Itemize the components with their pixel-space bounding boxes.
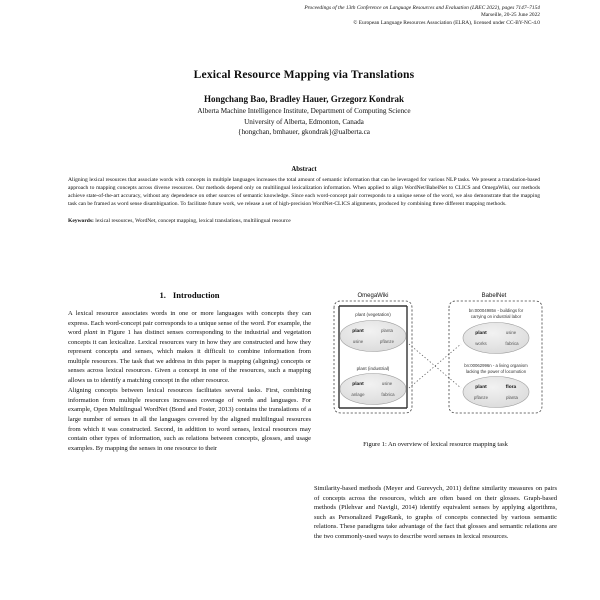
concept-3-gloss-line1: bn:00062996n - a living organism xyxy=(464,363,528,368)
intro-p1-part-a: A lexical resource associates words in one or more languages with concepts they can express. Each word-concept pair corresponds to a unique sense of the word. For example, the word xyxy=(68,310,311,337)
concept-2-word-1: usine xyxy=(505,330,517,335)
section-title: Introduction xyxy=(172,290,220,300)
concept-1-ellipse xyxy=(340,374,406,405)
affiliation-line-1: Alberta Machine Intelligence Institute, Department of Computing Science xyxy=(197,106,411,115)
intro-p1-italic-term: plant xyxy=(84,329,98,337)
concept-1-word-3: fabrica xyxy=(381,392,395,397)
concept-3-ellipse xyxy=(463,377,529,408)
proceedings-line: Proceedings of the 13th Conference on Language Resources and Evaluation (LREC 2022), pages 7147–7154 xyxy=(304,5,540,11)
figure-1 xyxy=(314,288,557,448)
concept-0-gloss: plant (vegetation) xyxy=(355,312,391,317)
concept-2-word-0: plant xyxy=(475,331,487,336)
concept-3-gloss-line2: lacking the power of locomotion xyxy=(465,369,527,374)
concept-0-word-2: usine xyxy=(352,339,364,344)
concept-1-gloss: plant (industrial) xyxy=(356,366,390,371)
concept-0-ellipse xyxy=(340,321,406,352)
concept-0-word-3: pflanze xyxy=(379,339,395,344)
keywords-value: lexical resources, WordNet, concept mapping, lexical translations, multilingual resource xyxy=(95,218,291,225)
intro-paragraph-2: Aligning concepts between lexical resources facilitates several tasks. First, combining information from multiple resources increases coverage of words and languages. For example, Open Multilingual WordNet (Bond and Foster, 2013) contains the translations of a large number of senses in all the languages covered by the aligned multilingual resources from which it was constructed. Second, in addition to word senses, lexical resources may contain other types of information, such as relations between concepts, glosses, and usage examples. By mapping the senses in one resource to their xyxy=(68,387,311,452)
related-work-paragraph: Similarity-based methods (Meyer and Gurevych, 2011) define similarity measures on pairs of concepts across the resources, which are often based on their glosses. Graph-based methods (Pilehvar and Navigli, 2014) identify equivalent senses by applying algorithms, such as Personalized PageRank, to graphs of concepts connected by various semantic relations. These paradigms take advantage of the fact that glosses and semantic relations are the two commonly-used ways to describe word senses in lexical resources. xyxy=(314,485,557,540)
concept-1-word-0: plant xyxy=(352,382,364,387)
concept-2-word-3: fabrica xyxy=(505,341,519,346)
concept-1-word-2: anlage xyxy=(351,392,365,397)
figure-1-graphic xyxy=(314,288,557,440)
affiliation-line-2: University of Alberta, Edmonton, Canada xyxy=(244,118,364,127)
figure-1-caption: Figure 1: An overview of lexical resource mapping task xyxy=(363,441,508,448)
intro-paragraph-1 xyxy=(68,309,311,385)
abstract-text: Aligning lexical resources that associate words with concepts in multiple languages increases the total amount of semantic information that can be leveraged for various NLP tasks. We present a translation-based approach to mapping concepts across diverse resources. Our methods depend only on multilingual lexicalization information. When applied to align WordNet/BabelNet to CLICS and OmegaWiki, our methods achieve state-of-the-art accuracy, without any dependence on other sources of semantic knowledge. Since each word-concept pair corresponds to a unique sense of the word, we also demonstrate that the mapping task can be framed as word sense disambiguation. To facilitate future work, we release a set of high-precision WordNet-CLICS alignments, produced by combining three different mapping methods. xyxy=(68,177,540,208)
section-heading-introduction xyxy=(68,290,311,300)
omegawiki-label: OmegaWiki xyxy=(357,293,389,299)
author-list: Hongchang Bao, Bradley Hauer, Grzegorz Kondrak xyxy=(204,94,404,104)
author-emails: {hongchan, bmhauer, gkondrak}@ualberta.ca xyxy=(238,127,370,136)
venue-date-line: Marseille, 20-25 June 2022 xyxy=(481,12,540,19)
left-column xyxy=(68,288,311,453)
abstract-heading: Abstract xyxy=(291,166,317,173)
running-header xyxy=(68,5,540,27)
right-column-body xyxy=(314,484,557,541)
concept-3-word-0: plant xyxy=(475,385,487,390)
page-title: Lexical Resource Mapping via Translations xyxy=(193,68,415,81)
keywords-label: Keywords: xyxy=(68,218,94,225)
concept-2-ellipse xyxy=(463,323,529,354)
concept-2-gloss-line2: carrying on industrial labor xyxy=(470,314,522,319)
concept-3-word-1: flora xyxy=(505,385,517,390)
concept-0-word-0: plant xyxy=(352,329,364,334)
section-number: 1. xyxy=(159,290,166,300)
right-column xyxy=(314,288,557,540)
concept-3-word-2: pflanze xyxy=(473,395,489,400)
concept-3-word-3: planta xyxy=(506,395,518,400)
concept-1-word-1: usine xyxy=(381,381,393,386)
concept-0-word-1: planta xyxy=(381,328,393,333)
concept-2-word-2: works xyxy=(475,341,487,346)
concept-2-gloss-line1: bn:00004985n - buildings for xyxy=(468,308,524,313)
intro-p1-part-b: in Figure 1 has distinct senses corresponding to the industrial and vegetation concepts it can lexicalize. Lexical resources vary in how they are constructed and how they represent concepts and senses, which makes it difficult to combine information from multiple resources. The task that we address in this paper is mapping (aligning) concepts or senses across lexical resources. Given a concept in one of the resources, such a mapping allows us to identify a matching concept in the other resource. xyxy=(68,329,312,384)
copyright-line: © European Language Resources Association (ELRA), licensed under CC-BY-NC-4.0 xyxy=(353,19,540,26)
title-block xyxy=(68,68,540,137)
babelnet-label: BabelNet xyxy=(481,293,507,299)
keywords-line xyxy=(68,217,540,225)
abstract-section xyxy=(68,166,540,225)
